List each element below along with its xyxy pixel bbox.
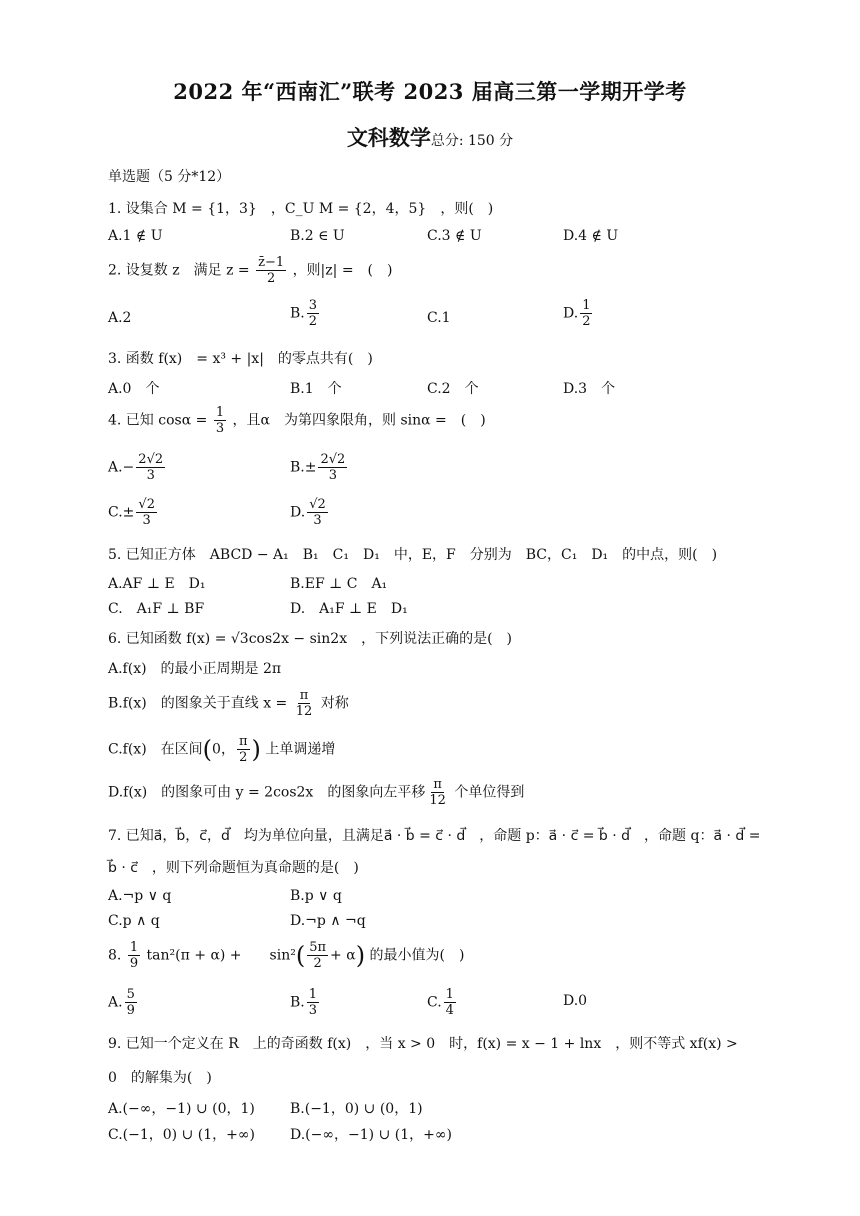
fraction-numerator: z̄−1 xyxy=(258,255,285,270)
q9-option-a: A.(−∞，−1) ∪ (0，1) xyxy=(108,1101,255,1117)
q5-option-d: D. A₁F ⊥ E D₁ xyxy=(290,601,408,617)
fraction: $\frac{√2}{3}$ xyxy=(309,497,326,528)
total-score: 总分: 150 分 xyxy=(430,133,514,149)
fraction: $\frac{1}{2}$ xyxy=(582,298,591,329)
question-9-stem-line2: 0 的解集为( ) xyxy=(108,1070,212,1086)
q6-option-a: A.f(x) 的最小正周期是 2π xyxy=(108,661,282,677)
q1-option-d: D.4 ∉ U xyxy=(563,228,619,244)
q2-option-d: D. $\frac{1}{2}$ xyxy=(563,298,591,329)
q2-stem-fraction xyxy=(256,255,286,286)
q6-option-d: D.f(x) 的图象可由 y = 2cos2x 的图象向左平移 $\frac{\pi}{12}$ 个单位得到 xyxy=(108,777,525,808)
question-7-stem-line1: 7. 已知a⃗，b⃗，c⃗，d⃗ 均为单位向量，且满足a⃗ · b⃗ = c⃗ · d⃗ ，命题 p：a⃗ · c⃗ = b⃗ · d⃗ ，命题 q：a⃗ · d⃗ = xyxy=(108,828,761,844)
question-8-stem: 8. $\frac{1}{9}$ tan²(π + α) + sin²( $\frac{5\pi}{2}$ + α) 的最小值为( ) xyxy=(108,940,465,971)
question-4-stem: 4. 已知 cosα = $\frac{1}{3}$ ，且α 为第四象限角，则 sinα = ( ) xyxy=(108,405,486,436)
q2-option-a: A.2 xyxy=(108,310,132,326)
q4-option-a: A.− $\frac{2√2}{3}$ xyxy=(108,452,164,483)
q2-option-b: B. $\frac{3}{2}$ xyxy=(290,298,318,329)
q3-option-c: C.2 个 xyxy=(427,381,479,397)
q1-option-c: C.3 ∉ U xyxy=(427,228,482,244)
fraction: $\frac{\pi}{12}$ xyxy=(295,688,313,719)
exam-subtitle xyxy=(0,122,860,152)
fraction: $\frac{1}{3}$ xyxy=(215,405,225,436)
question-6-stem: 6. 已知函数 f(x) = √3cos2x − sin2x ，下列说法正确的是( ) xyxy=(108,631,513,647)
q7-option-b: B.p ∨ q xyxy=(290,888,342,904)
exam-title: 2022 年“西南汇”联考 2023 届高三第一学期开学考 xyxy=(173,79,687,104)
fraction: $\frac{1}{3}$ xyxy=(308,987,318,1018)
question-7-stem-line2: b⃗ · c⃗ ，则下列命题恒为真命题的是( ) xyxy=(108,860,359,876)
q5-option-b: B.EF ⊥ C A₁ xyxy=(290,576,388,592)
q4-option-c: C.± $\frac{√2}{3}$ xyxy=(108,497,155,528)
q7-option-c: C.p ∧ q xyxy=(108,913,160,929)
q7-option-d: D.¬p ∧ ¬q xyxy=(290,913,366,929)
q1-option-b: B.2 ∈ U xyxy=(290,228,345,244)
q8-option-a: A. $\frac{5}{9}$ xyxy=(108,987,135,1018)
q8-option-c: C. $\frac{1}{4}$ xyxy=(427,987,454,1018)
fraction-denominator: 2 xyxy=(266,271,276,286)
q3-option-a: A.0 个 xyxy=(108,381,160,397)
q8-option-d: D.0 xyxy=(563,993,588,1009)
q7-option-a: A.¬p ∨ q xyxy=(108,888,172,904)
subject-label: 文科数学 xyxy=(346,125,431,150)
q5-option-a: A.AF ⊥ E D₁ xyxy=(108,576,206,592)
question-9-stem-line1: 9. 已知一个定义在 R 上的奇函数 f(x) ，当 x > 0 时，f(x) = x − 1 + lnx ，则不等式 xf(x) > xyxy=(108,1036,738,1052)
q9-option-b: B.(−1，0) ∪ (0，1) xyxy=(290,1101,423,1117)
question-5-stem: 5. 已知正方体 ABCD − A₁ B₁ C₁ D₁ 中，E，F 分别为 BC，C₁ D₁ 的中点，则( ) xyxy=(108,547,718,563)
q5-option-c: C. A₁F ⊥ BF xyxy=(108,601,205,617)
q2-option-c: C.1 xyxy=(427,310,451,326)
q9-option-c: C.(−1，0) ∪ (1，+∞) xyxy=(108,1127,255,1143)
q4-option-d: D. $\frac{√2}{3}$ xyxy=(290,497,326,528)
section-heading: 单选题（5 分*12） xyxy=(108,169,231,185)
fraction: $\frac{1}{9}$ xyxy=(129,940,139,971)
fraction: $\frac{5\pi}{2}$ xyxy=(309,940,327,971)
fraction: $\frac{2√2}{3}$ xyxy=(138,452,164,483)
q3-option-b: B.1 个 xyxy=(290,381,342,397)
fraction: $\frac{3}{2}$ xyxy=(308,298,318,329)
question-2-stem xyxy=(108,255,392,286)
fraction: $\frac{5}{9}$ xyxy=(126,987,135,1018)
q8-option-b: B. $\frac{1}{3}$ xyxy=(290,987,318,1018)
fraction: $\frac{1}{4}$ xyxy=(445,987,454,1018)
q9-option-d: D.(−∞，−1) ∪ (1，+∞) xyxy=(290,1127,452,1143)
q4-option-b: B.± $\frac{2√2}{3}$ xyxy=(290,452,346,483)
q1-option-a: A.1 ∉ U xyxy=(108,228,163,244)
q3-option-d: D.3 个 xyxy=(563,381,616,397)
q6-option-b: B.f(x) 的图象关于直线 x = $\frac{\pi}{12}$ 对称 xyxy=(108,688,349,719)
fraction: $\frac{\pi}{2}$ xyxy=(238,734,248,765)
question-1-stem: 1. 设集合 M = {1，3} ，C_U M = {2，4，5} ，则( ) xyxy=(108,201,494,217)
fraction: $\frac{2√2}{3}$ xyxy=(320,452,346,483)
q2-stem-text: 2. 设复数 z 满足 z = xyxy=(108,262,250,279)
q6-option-c: C.f(x) 在区间(0， $\frac{\pi}{2}$ ) 上单调递增 xyxy=(108,734,336,765)
q2-stem-text-2: ，则|z| = ( ) xyxy=(292,262,393,279)
fraction: $\frac{\pi}{12}$ xyxy=(429,777,446,808)
fraction: $\frac{√2}{3}$ xyxy=(138,497,155,528)
question-3-stem: 3. 函数 f(x) = x³ + |x| 的零点共有( ) xyxy=(108,351,373,367)
